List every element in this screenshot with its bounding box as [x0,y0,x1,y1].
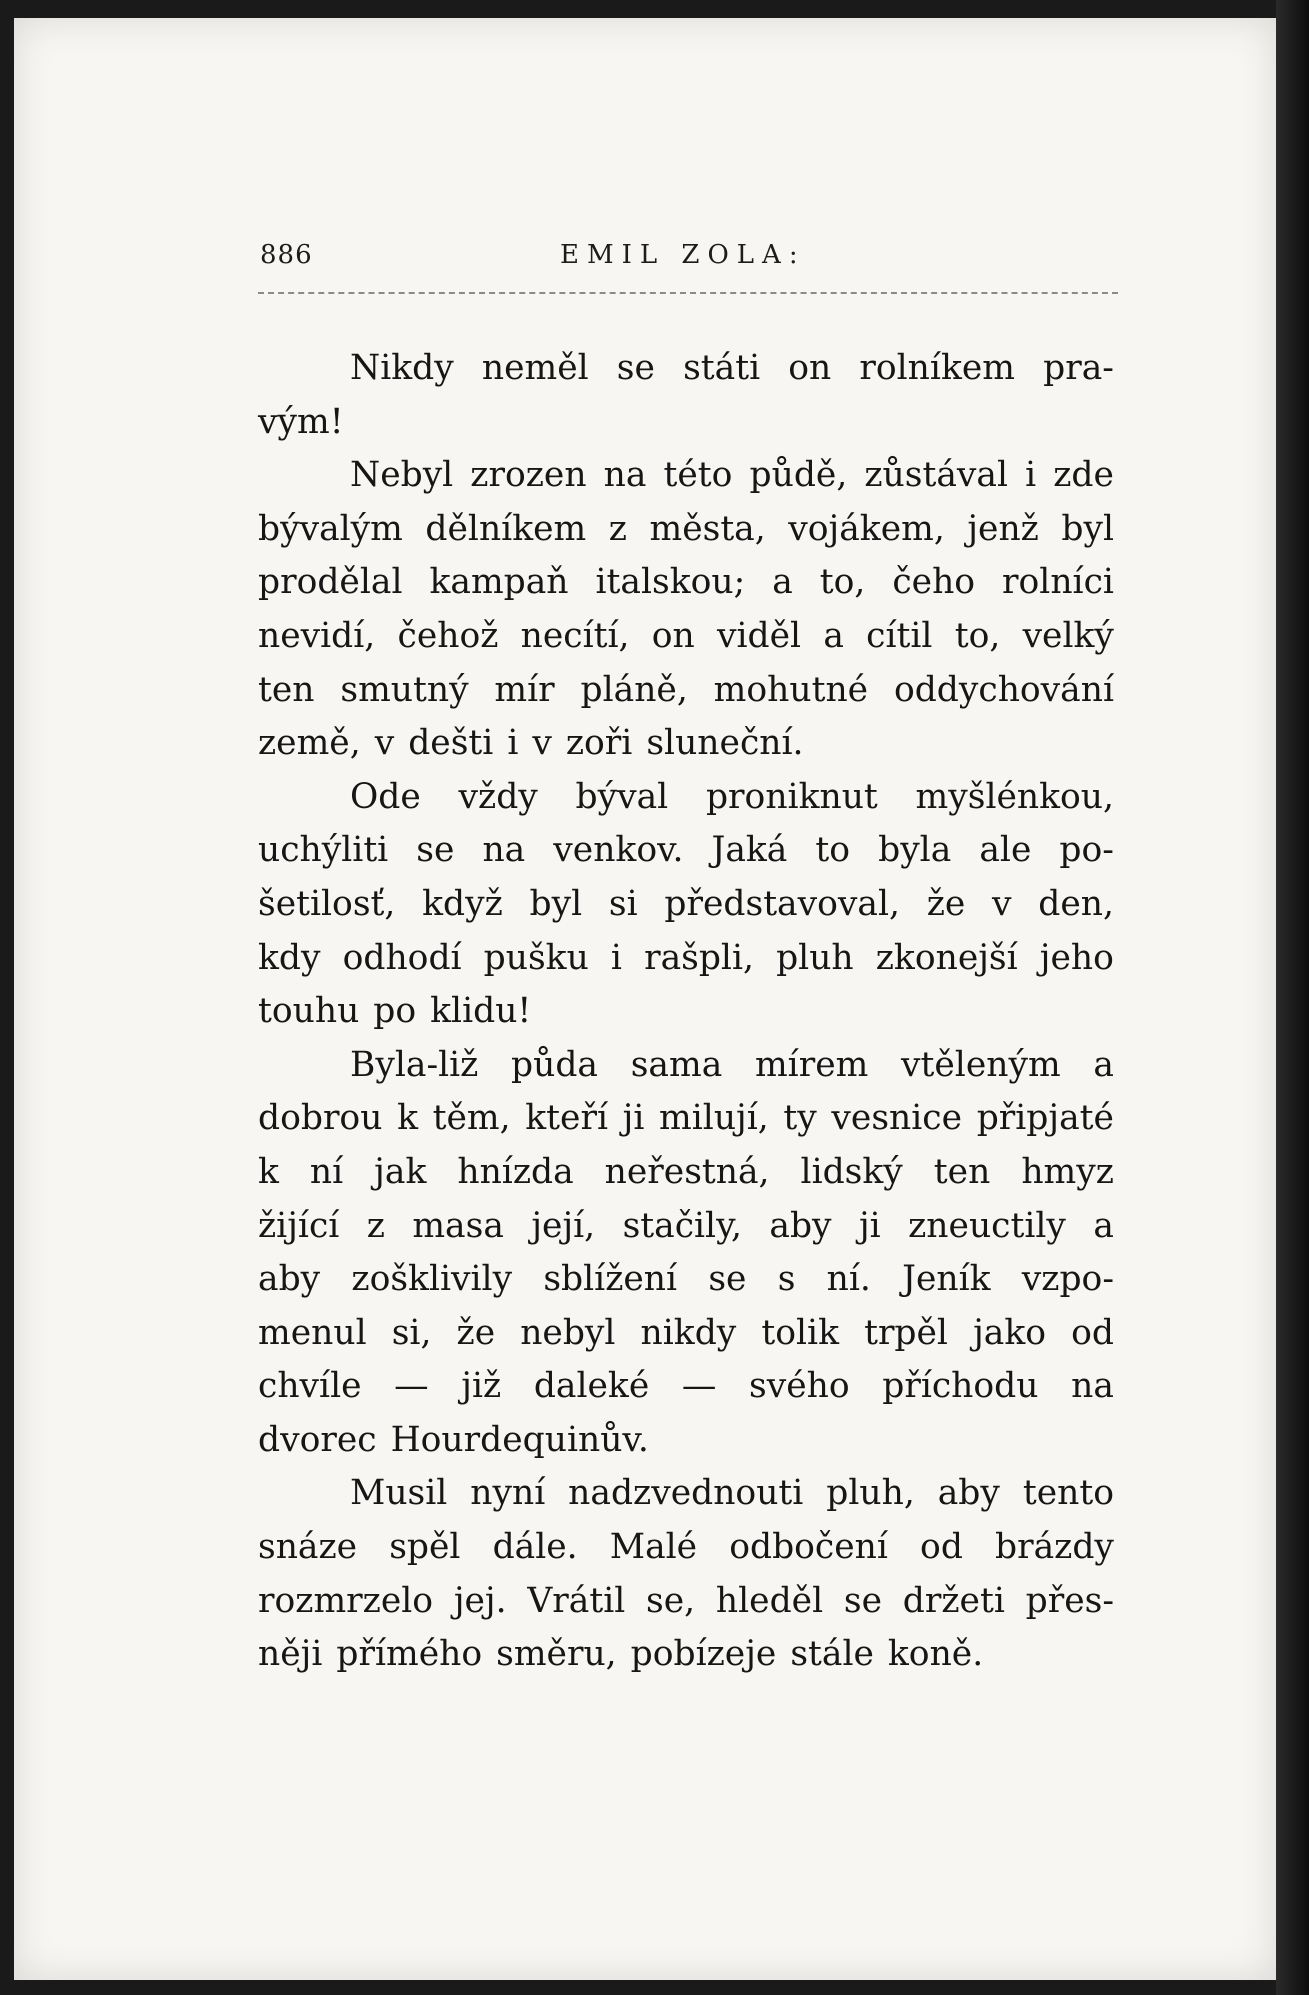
word: pra- [1043,348,1114,388]
word: se [843,1580,883,1621]
word: půdě, [749,455,848,496]
word: to, [819,562,866,603]
word: cítil [866,615,933,656]
text-line [258,878,1114,932]
word: šetilosť, [258,883,396,924]
word: Jaká [711,830,788,871]
word: spěl [389,1527,461,1568]
word: se [616,348,655,388]
word: stále [790,1634,874,1675]
word: zneuctily [908,1205,1066,1246]
word: koně. [887,1634,984,1675]
word: si [608,883,638,924]
word: svého [749,1366,850,1407]
word: ty [783,1098,817,1139]
word: nyní [470,1473,546,1514]
word: mírem [754,1044,869,1085]
word: že [456,1312,496,1353]
word: neřestná, [604,1151,770,1192]
text-line [258,1039,1114,1093]
word: v [374,723,395,764]
word: sama [630,1044,723,1085]
word: nadzvednouti [568,1473,804,1514]
word: odbočení [729,1527,888,1568]
word: i [1025,455,1037,496]
word: prodělal [258,562,403,603]
word: její, [531,1205,596,1246]
word: směru, [496,1634,617,1675]
word: kdy [258,937,321,978]
scan-edge [1276,0,1309,1995]
word: nevidí, [258,615,376,656]
word: žijící [258,1205,340,1246]
word: v [992,883,1012,924]
word: rozmrzelo [258,1580,434,1621]
word: Jeník [902,1259,991,1300]
text-line [258,1467,1114,1521]
word: od [1071,1312,1114,1353]
word: zrozen [470,455,587,496]
word: půda [511,1044,599,1085]
word: z [608,508,627,549]
text-line [258,1200,1114,1254]
word: držeti [902,1580,1005,1621]
word: Malé [609,1527,698,1568]
word: představoval, [664,883,900,924]
word: italskou; [595,562,746,603]
word: ní [309,1151,344,1192]
word: kampaň [429,562,569,603]
word: mohutné [713,669,869,710]
word: oddychování [893,669,1114,710]
text-line [258,1414,1114,1468]
word: jeho [1039,937,1114,978]
word: se [416,830,455,871]
word: to, [954,615,1001,656]
word: z [366,1205,385,1246]
word: ale [979,830,1032,871]
word: sblížení [543,1259,678,1300]
text-line [258,771,1114,825]
word: — [681,1366,717,1407]
word: již [461,1366,502,1407]
word: se, [646,1580,696,1621]
word: dále. [492,1527,578,1568]
word: Musil [350,1473,448,1514]
word: myšlénkou, [915,776,1114,817]
word: viděl [717,615,802,656]
text-line [258,664,1114,718]
word: brázdy [995,1527,1114,1568]
word: země, [258,723,361,764]
word: býval [575,776,669,817]
word: venkov. [553,830,684,871]
word: vzpo- [1021,1259,1114,1300]
running-title: EMIL ZOLA: [560,240,806,270]
word: připjaté [976,1098,1114,1139]
word: trpěl [864,1312,948,1353]
word: na [603,455,647,496]
word: a [772,562,793,603]
word: těm, [432,1098,511,1139]
word: jako [973,1312,1047,1353]
word: na [482,830,526,871]
page-header [260,240,1115,284]
word: menul [258,1312,367,1353]
word: smutný [340,669,469,710]
word: a [1093,1205,1114,1246]
word: lidský [800,1151,903,1192]
word: milují, [659,1098,769,1139]
word: k [258,1151,279,1192]
word: Hourdequinův. [390,1419,649,1460]
word: pluh [776,937,854,978]
word: velký [1022,615,1114,656]
word: vým! [258,401,344,442]
word: tolik [761,1312,839,1353]
word: zůstával [864,455,1009,496]
text-line [258,556,1114,610]
word: zošklivily [351,1259,513,1300]
text-line [258,1307,1114,1361]
word: klidu! [430,991,532,1032]
text-line [258,1092,1114,1146]
word: tento [1022,1473,1114,1514]
word: hmyz [1021,1151,1114,1192]
text-line [258,985,1114,1039]
word: rašpli, [644,937,754,978]
word: aby [258,1259,321,1300]
word: rolníci [1002,562,1114,603]
word: touhu [258,991,360,1032]
word: — [394,1366,429,1407]
word: byl [1061,508,1114,549]
word: bývalým [258,508,403,549]
word: a [823,615,844,656]
word: pluh, [826,1473,915,1514]
word: příchodu [882,1366,1039,1407]
word: mír [494,669,555,710]
word: když [422,883,503,924]
text-line [258,717,1114,771]
word: den, [1038,883,1114,924]
word: přímého [336,1634,483,1675]
word: masa [412,1205,504,1246]
text-line [258,342,1114,396]
word: zoři [565,723,633,764]
word: od [920,1527,963,1568]
word: státi [683,348,761,388]
word: aby [937,1473,1000,1514]
word: čehož [397,615,499,656]
word: rolníkem [859,348,1015,388]
text-line [258,1253,1114,1307]
word: si, [391,1312,432,1353]
word: po [373,991,417,1032]
word: zde [1053,455,1114,496]
word: ji [858,1205,881,1246]
word: se [708,1259,747,1300]
word: ní. [826,1259,871,1300]
word: nebyl [520,1312,616,1353]
word: Nikdy [350,348,454,388]
text-line [258,1360,1114,1414]
word: na [1071,1366,1114,1407]
word: dělníkem [425,508,587,549]
word: odhodí [342,937,462,978]
word: pláně, [580,669,688,710]
text-line [258,1628,1114,1682]
word: daleké [533,1366,650,1407]
word: této [663,455,733,496]
text-line [258,1521,1114,1575]
word: zkonejší [875,937,1018,978]
word: a [1093,1044,1114,1085]
word: vojákem, [788,508,945,549]
word: sluneční. [646,723,804,764]
word: byla [878,830,952,871]
text-line [258,396,1114,450]
word: Nebyl [350,455,454,496]
page-number: 886 [260,240,313,270]
word: jak [374,1151,427,1192]
word: že [926,883,966,924]
word: vždy [458,776,538,817]
word: dobrou [258,1098,383,1139]
word: hnízda [457,1151,574,1192]
word: chvíle [258,1366,362,1407]
word: nikdy [640,1312,737,1353]
word: pušku [483,937,589,978]
word: jenž [967,508,1039,549]
word: neměl [481,348,589,388]
word: Ode [350,776,421,817]
word: proniknut [705,776,878,817]
word: přes- [1025,1580,1114,1621]
word: necítí, [520,615,630,656]
word: vtěleným [901,1044,1061,1085]
word: on [651,615,695,656]
word: snáze [258,1527,358,1568]
word: jej. [453,1580,507,1621]
word: v [532,723,552,764]
word: města, [649,508,766,549]
word: dešti [408,723,494,764]
text-line [258,449,1114,503]
word: i [507,723,519,764]
text-line [258,503,1114,557]
word: byl [529,883,583,924]
word: po- [1059,830,1114,871]
word: stačily, [622,1205,742,1246]
word: dvorec [258,1419,377,1460]
word: on [788,348,832,388]
word: čeho [892,562,976,603]
word: to [815,830,851,871]
word: pobízeje [630,1634,777,1675]
word: ten [933,1151,991,1192]
header-rule [258,292,1118,294]
word: Vrátil [527,1580,626,1621]
word: aby [769,1205,832,1246]
text-line [258,1146,1114,1200]
word: hleděl [715,1580,824,1621]
text-line [258,610,1114,664]
text-line [258,932,1114,986]
body-text [258,342,1114,1682]
word: s [777,1259,796,1300]
word: kteří [525,1098,608,1139]
word: k [397,1098,418,1139]
word: ji [622,1098,645,1139]
word: uchýliti [258,830,389,871]
text-line [258,1575,1114,1629]
word: Byla-liž [350,1044,479,1085]
word: ten [258,669,315,710]
word: vesnice [831,1098,963,1139]
word: něji [258,1634,323,1675]
text-line [258,824,1114,878]
word: i [610,937,622,978]
